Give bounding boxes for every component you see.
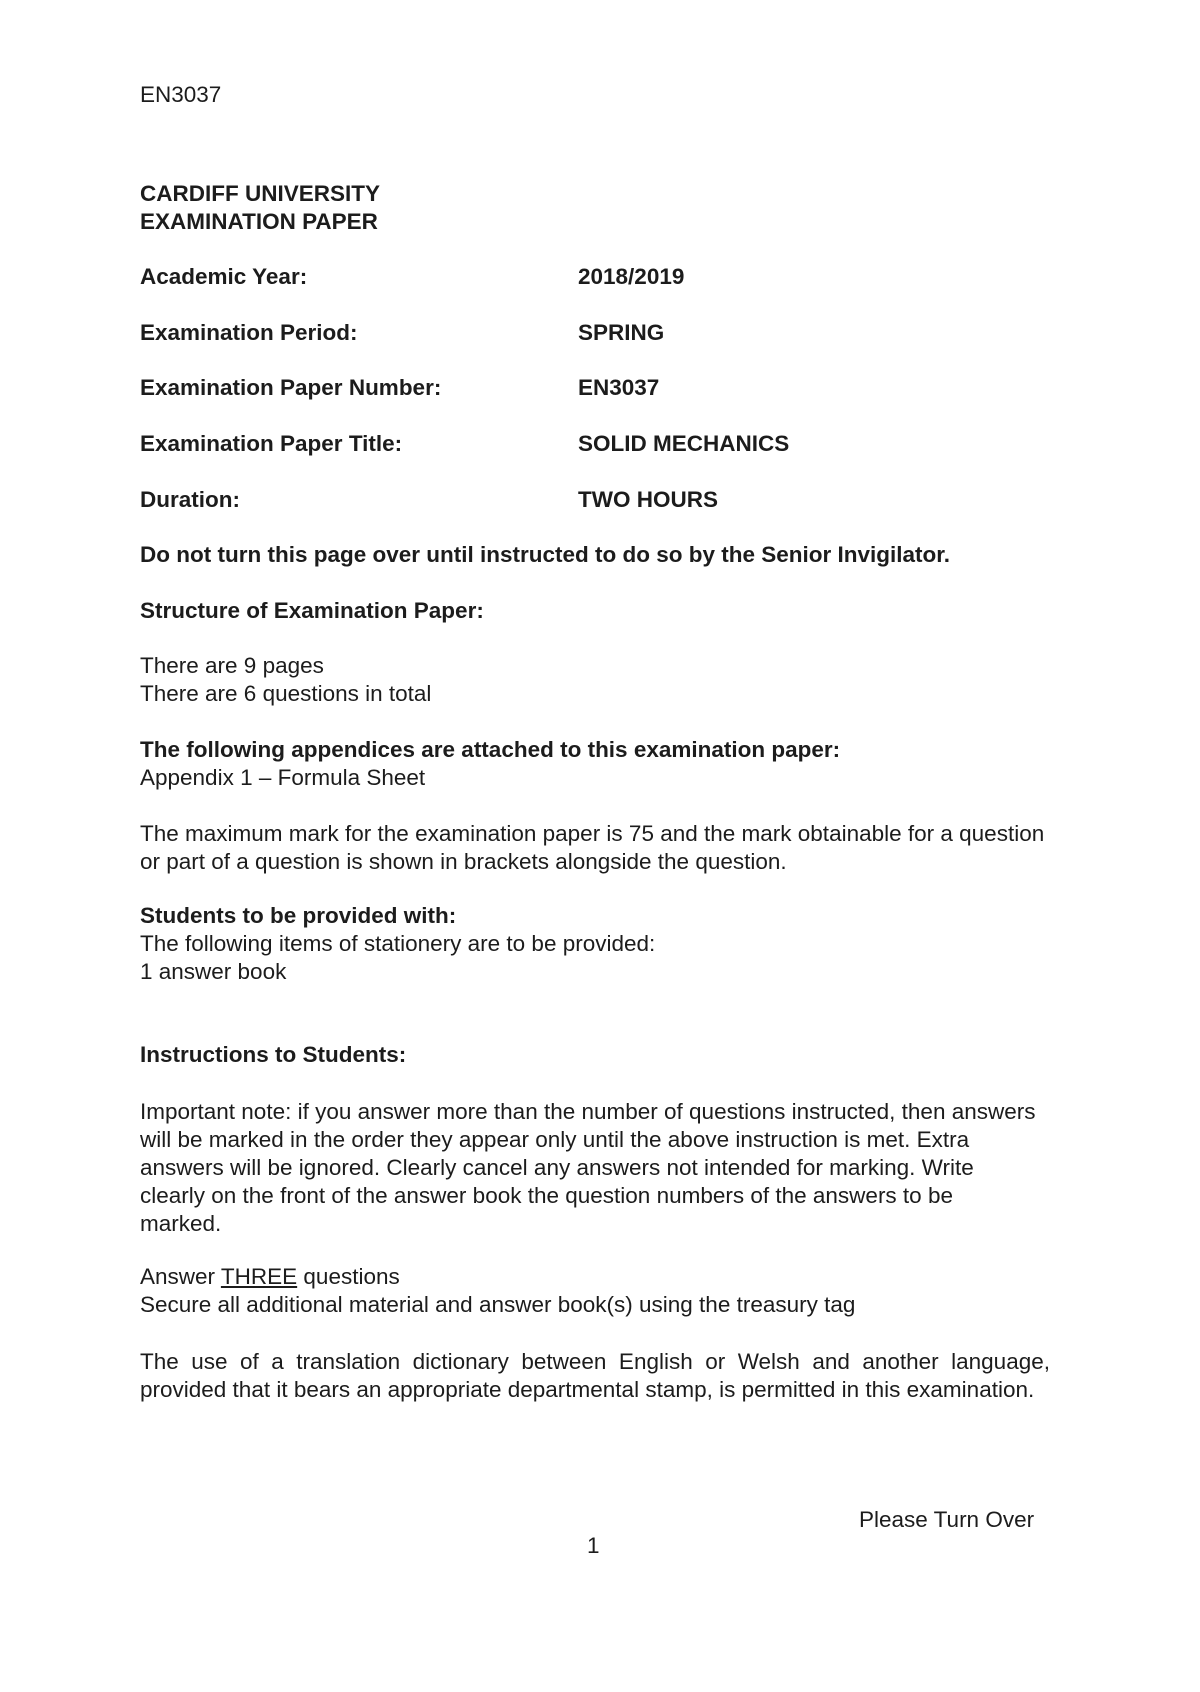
answer-prefix: Answer	[140, 1264, 216, 1289]
detail-value-paper-title: SOLID MECHANICS	[578, 431, 790, 456]
university-title: CARDIFF UNIVERSITY	[140, 181, 381, 206]
detail-label-paper-title: Examination Paper Title:	[140, 431, 403, 456]
important-note-paragraph: Important note: if you answer more than the number of questions instructed, then answers will be marked in the order they appear only until the above instruction is met. Extra answers will be ignored. Clearly cancel any answers not intended for marking. Write clearly on the front of the answer book the question numbers of the answers to be marked.	[140, 1099, 1036, 1236]
detail-label-academic-year: Academic Year:	[140, 264, 308, 289]
detail-value-paper-number: EN3037	[578, 375, 660, 400]
provided-line-answer-book: 1 answer book	[140, 959, 287, 984]
max-mark-paragraph: The maximum mark for the examination paper is 75 and the mark obtainable for a question or part of a question is shown in brackets alongside the question.	[140, 821, 1045, 874]
page-number: 1	[587, 1533, 600, 1558]
detail-value-exam-period: SPRING	[578, 320, 665, 345]
secure-instruction: Secure all additional material and answer book(s) using the treasury tag	[140, 1292, 856, 1317]
appendix-item: Appendix 1 – Formula Sheet	[140, 765, 426, 790]
answer-suffix: questions	[303, 1264, 400, 1289]
detail-value-academic-year: 2018/2019	[578, 264, 685, 289]
dictionary-paragraph: The use of a translation dictionary between English or Welsh and another language, provided that it bears an appropriate departmental stamp, is permitted in this examination.	[140, 1349, 1050, 1402]
detail-label-paper-number: Examination Paper Number:	[140, 375, 442, 400]
detail-label-exam-period: Examination Period:	[140, 320, 358, 345]
structure-heading: Structure of Examination Paper:	[140, 598, 484, 623]
appendices-heading: The following appendices are attached to this examination paper:	[140, 737, 841, 762]
structure-questions: There are 6 questions in total	[140, 681, 432, 706]
answer-count: THREE	[220, 1264, 298, 1289]
structure-pages: There are 9 pages	[140, 653, 324, 678]
instructions-heading: Instructions to Students:	[140, 1042, 407, 1067]
provided-heading: Students to be provided with:	[140, 903, 457, 928]
please-turn-over: Please Turn Over	[859, 1507, 1035, 1532]
paper-code-header: EN3037	[140, 82, 222, 107]
document-title: EXAMINATION PAPER	[140, 209, 378, 234]
answer-instruction	[140, 1264, 400, 1290]
detail-label-duration: Duration:	[140, 487, 240, 512]
invigilator-warning: Do not turn this page over until instructed to do so by the Senior Invigilator.	[140, 542, 951, 567]
provided-line-stationery: The following items of stationery are to be provided:	[140, 931, 656, 956]
detail-value-duration: TWO HOURS	[578, 487, 718, 512]
